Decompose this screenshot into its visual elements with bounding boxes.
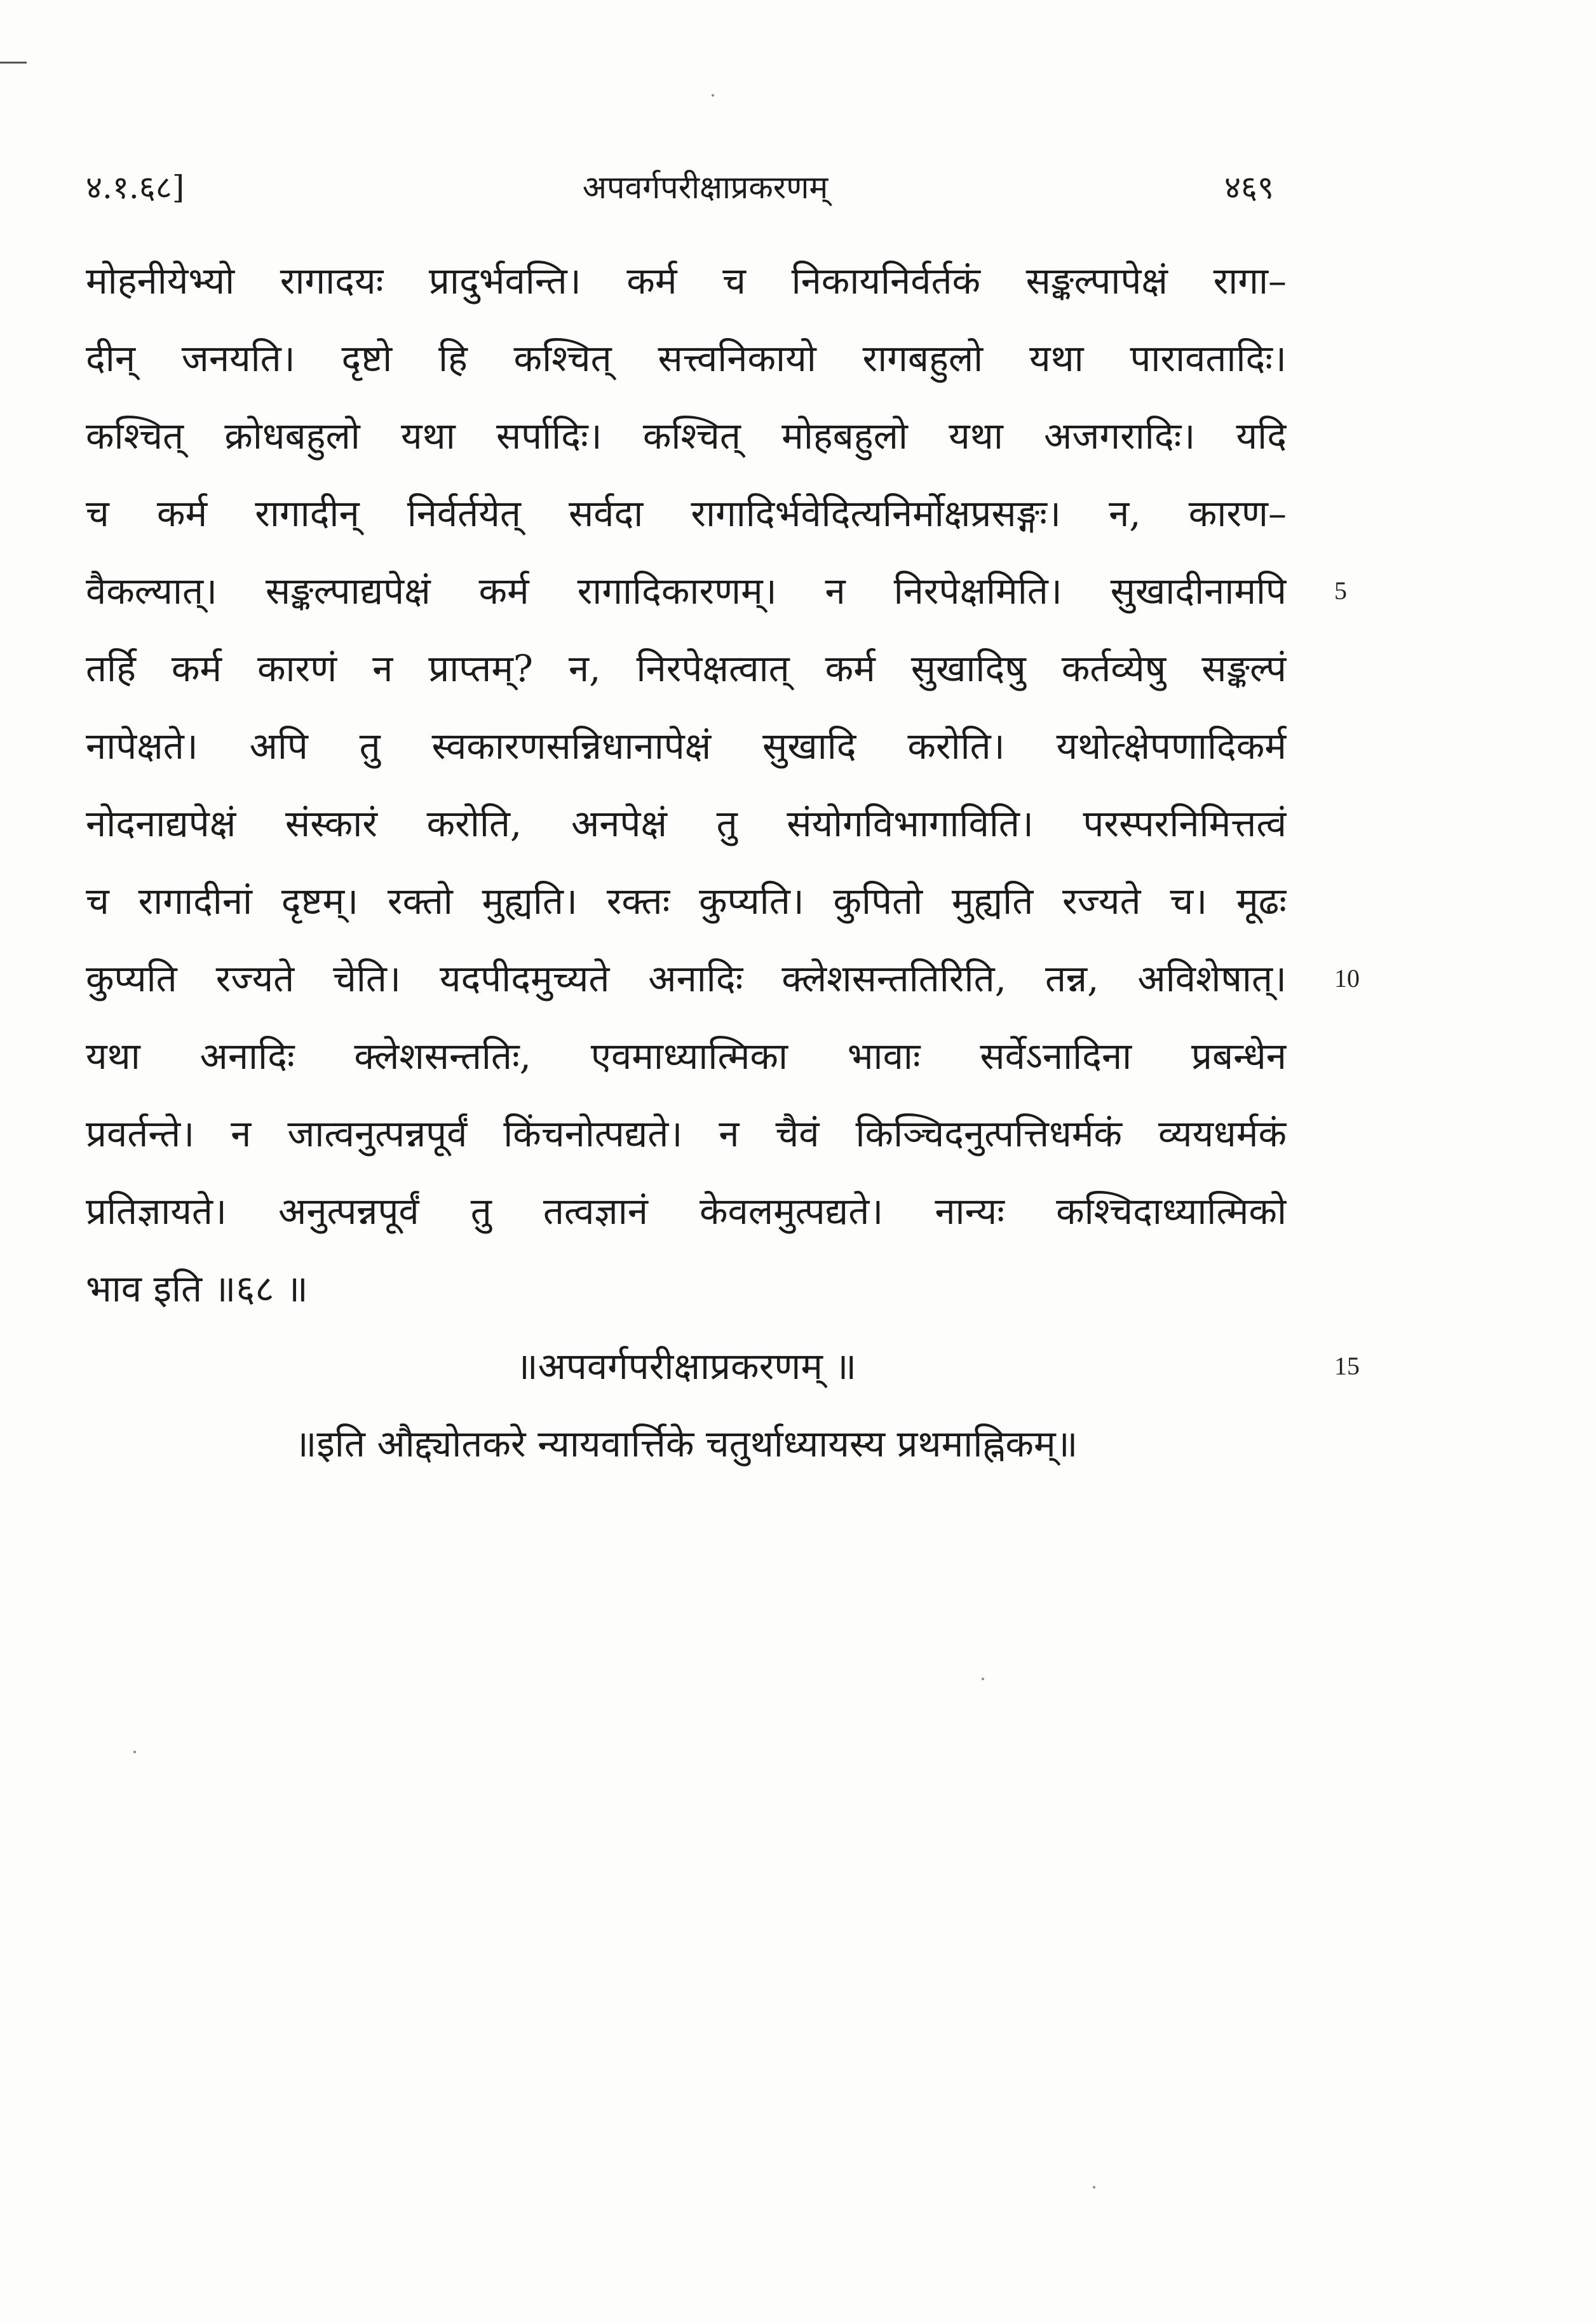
scan-speck [133, 1751, 136, 1753]
text-line: तर्हि कर्म कारणं न प्राप्तम्? न, निरपेक्षत्वात् कर्म सुखादिषु कर्तव्येषु सङ्कल्पं [86, 647, 1287, 690]
scan-speck [712, 94, 714, 97]
text-line: भाव इति ॥६८ ॥ [86, 1267, 308, 1310]
page-number: ४६९ [1224, 169, 1274, 206]
running-header [86, 159, 1287, 216]
text-line: दीन् जनयति। दृष्टो हि कश्चित् सत्त्वनिकायो रागबहुलो यथा पारावतादिः। [86, 337, 1287, 380]
section-reference: ४.१.६८] [86, 169, 185, 206]
text-line: वैकल्यात्। सङ्कल्पाद्यपेक्षं कर्म रागादिकारणम्। न निरपेक्षमिति। सुखादीनामपि [86, 569, 1287, 613]
text-line: मोहनीयेभ्यो रागादयः प्रादुर्भवन्ति। कर्म च निकायनिर्वर्तकं सङ्कल्पापेक्षं रागा– [86, 259, 1287, 302]
chapter-colophon: ॥इति औद्द्योतकरे न्यायवार्त्तिके चतुर्थाध्यायस्य प्रथमाह्निकम्॥ [294, 1422, 1078, 1465]
text-line: प्रतिज्ञायते। अनुत्पन्नपूर्वं तु तत्वज्ञानं केवलमुत्पद्यते। नान्यः कश्चिदाध्यात्मिको [86, 1190, 1287, 1233]
text-line: च कर्म रागादीन् निर्वर्तयेत् सर्वदा रागादिर्भवेदित्यनिर्मोक्षप्रसङ्गः। न, कारण– [86, 492, 1287, 535]
scan-mark [0, 62, 27, 64]
line-number: 10 [1334, 964, 1360, 993]
running-title: अपवर्गपरीक्षाप्रकरणम् [582, 169, 828, 206]
body-text [86, 242, 1287, 1483]
scan-speck [982, 1678, 984, 1680]
text-line: कश्चित् क्रोधबहुलो यथा सर्पादिः। कश्चित् मोहबहुलो यथा अजगरादिः। यदि [86, 414, 1287, 458]
text-line: कुप्यति रज्यते चेति। यदपीदमुच्यते अनादिः क्लेशसन्ततिरिति, तन्न, अविशेषात्। [86, 957, 1287, 1000]
text-line: च रागादीनां दृष्टम्। रक्तो मुह्यति। रक्तः कुप्यति। कुपितो मुह्यति रज्यते च। मूढः [86, 879, 1287, 923]
line-number: 15 [1334, 1352, 1360, 1380]
text-line: नापेक्षते। अपि तु स्वकारणसन्निधानापेक्षं सुखादि करोति। यथोत्क्षेपणादिकर्म [86, 724, 1287, 768]
text-line: यथा अनादिः क्लेशसन्ततिः, एवमाध्यात्मिका भावाः सर्वेऽनादिना प्रबन्धेन [86, 1035, 1287, 1078]
text-line: प्रवर्तन्ते। न जात्वनुत्पन्नपूर्वं किंचनोत्पद्यते। न चैवं किञ्चिदनुत्पत्तिधर्मकं व्ययधर्मकं [86, 1112, 1287, 1155]
text-line: नोदनाद्यपेक्षं संस्कारं करोति, अनपेक्षं तु संयोगविभागाविति। परस्परनिमित्तत्वं [86, 802, 1287, 845]
line-number: 5 [1334, 576, 1347, 605]
scan-speck [1093, 2186, 1095, 2189]
section-end-heading: ॥अपवर्गपरीक्षाप्रकरणम् ॥ [515, 1345, 857, 1388]
